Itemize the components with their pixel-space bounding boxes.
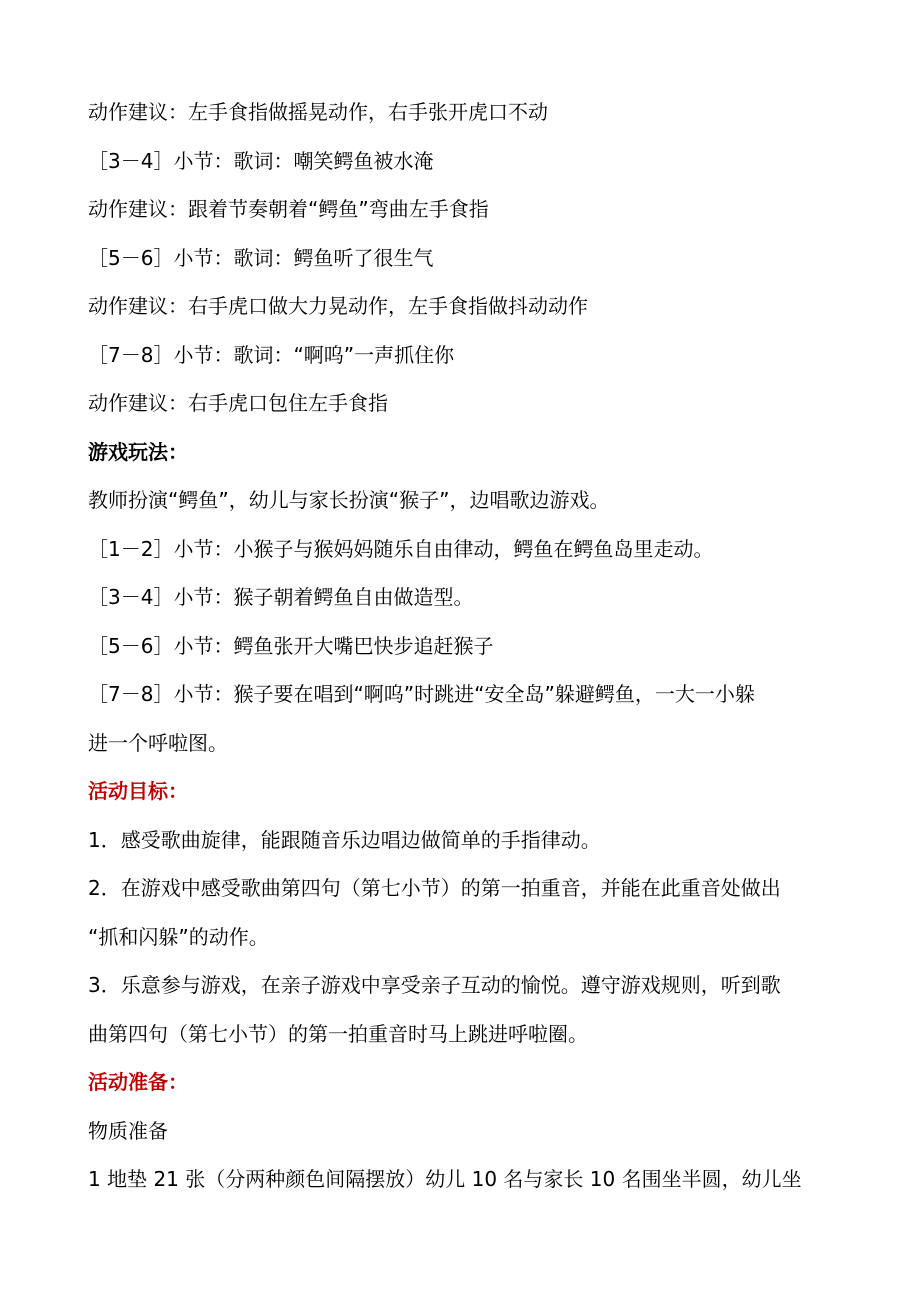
text-line: 动作建议：左手食指做摇晃动作，右手张开虎口不动 — [88, 100, 548, 124]
text-line: 曲第四句（第七小节）的第一拍重音时马上跳进呼啦圈。 — [88, 1021, 588, 1046]
text-line: ［3－4］小节：猴子朝着鳄鱼自由做造型。 — [88, 585, 474, 609]
text-line: ［7－8］小节：歌词：“啊呜”一声抓住你 — [88, 342, 455, 367]
section-heading-objectives: 活动目标： — [88, 779, 188, 803]
text-line: 2．在游戏中感受歌曲第四句（第七小节）的第一拍重音，并能在此重音处做出 — [88, 876, 781, 900]
text-line: 3．乐意参与游戏，在亲子游戏中享受亲子互动的愉悦。遵守游戏规则，听到歌 — [88, 973, 781, 997]
text-line: 动作建议：跟着节奏朝着“鳄鱼”弯曲左手食指 — [88, 197, 489, 221]
text-line: “抓和闪躲”的动作。 — [88, 924, 269, 949]
text-line: ［7－8］小节：猴子要在唱到“啊呜”时跳进“安全岛”躲避鳄鱼，一大一小躲 — [88, 682, 755, 706]
text-line: 1．感受歌曲旋律，能跟随音乐边唱边做简单的手指律动。 — [88, 827, 601, 852]
text-line: 进一个呼啦图。 — [88, 730, 228, 755]
text-line: ［5－6］小节：鳄鱼张开大嘴巴快步追赶猴子 — [88, 633, 494, 658]
text-line: 动作建议：右手虎口做大力晃动作，左手食指做抖动动作 — [88, 294, 588, 318]
text-line: ［3－4］小节：歌词：嘲笑鳄鱼被水淹 — [88, 148, 434, 173]
text-line: ［1－2］小节：小猴子与猴妈妈随乐自由律动，鳄鱼在鳄鱼岛里走动。 — [88, 536, 714, 561]
document-body — [88, 88, 848, 1204]
text-line: 1 地垫 21 张（分两种颜色间隔摆放）幼儿 10 名与家长 10 名围坐半圆，幼儿坐 — [88, 1167, 802, 1191]
section-heading-preparation: 活动准备： — [88, 1070, 188, 1094]
text-line: 物质准备 — [88, 1118, 168, 1143]
text-line: ［5－6］小节：歌词：鳄鱼听了很生气 — [88, 245, 434, 270]
text-line: 动作建议：右手虎口包住左手食指 — [88, 391, 388, 415]
text-line: 教师扮演“鳄鱼”，幼儿与家长扮演“猴子”，边唱歌边游戏。 — [88, 488, 610, 512]
section-heading-game-rules: 游戏玩法： — [88, 439, 188, 464]
